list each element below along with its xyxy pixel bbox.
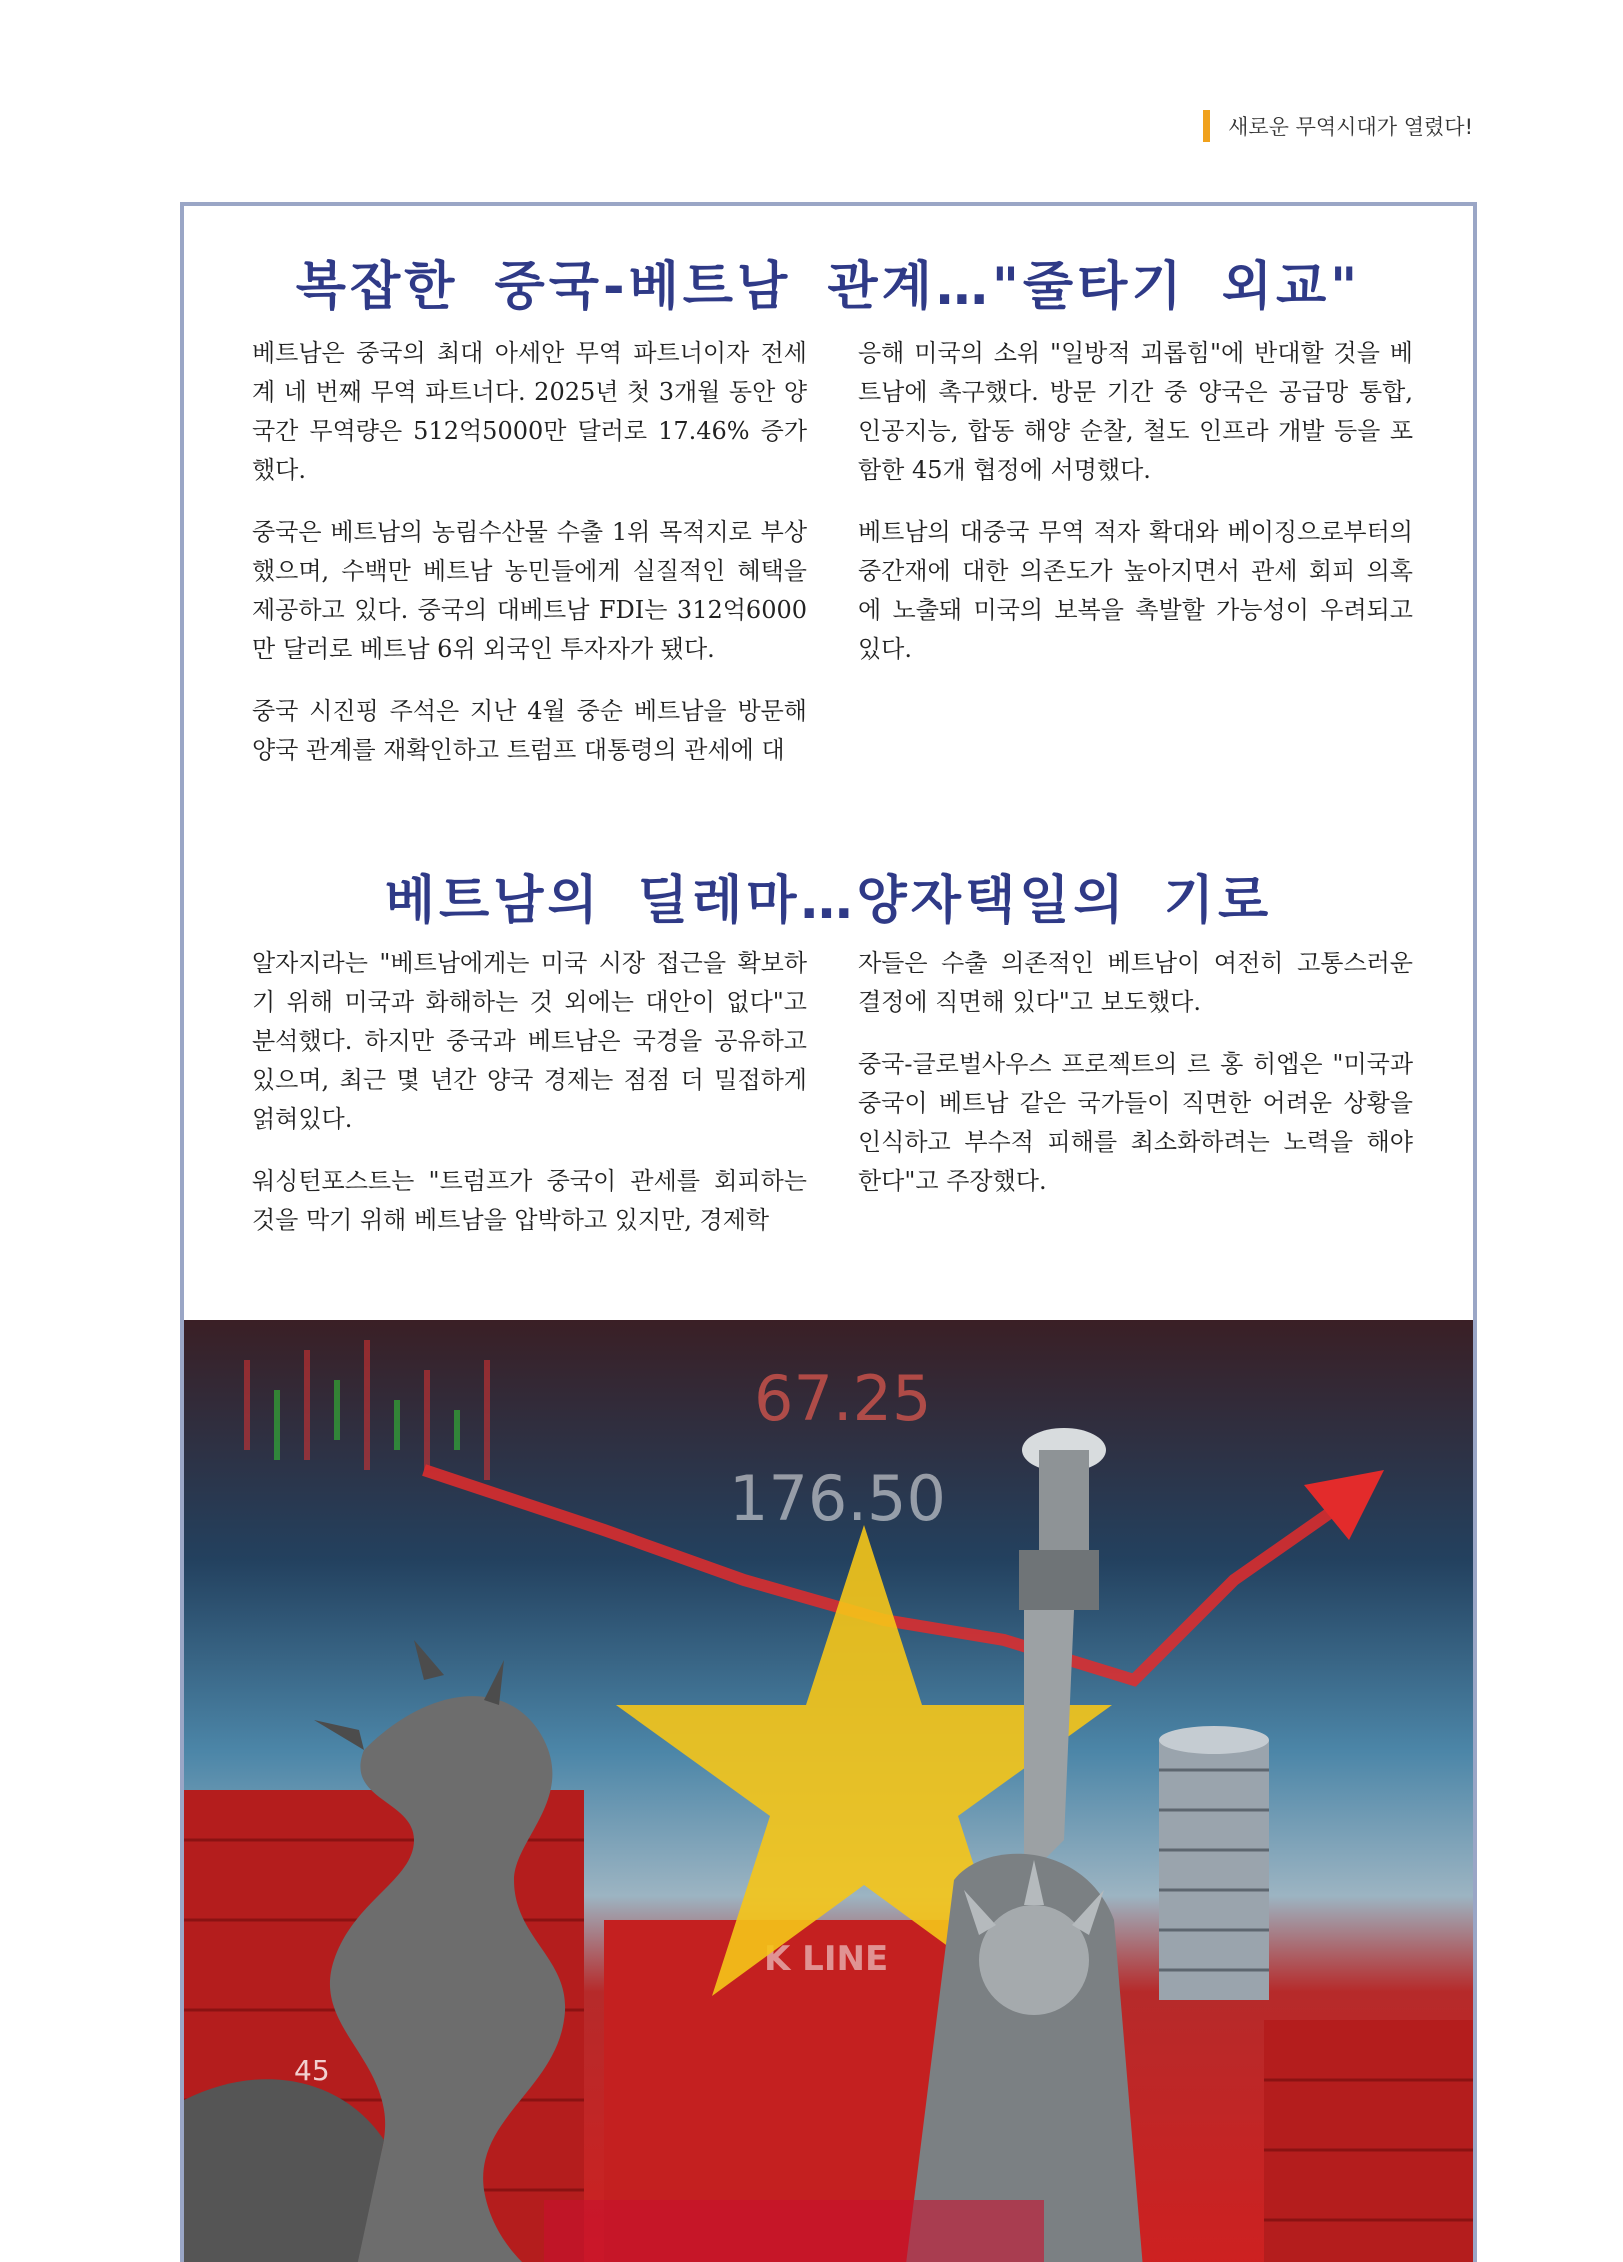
section1-right-column (858, 334, 1413, 692)
container-number: 45 (294, 2054, 330, 2087)
coin-stack-icon (1159, 1726, 1269, 2000)
section-header-tag (1203, 110, 1473, 142)
ticker-value-2: 176.50 (729, 1462, 946, 1535)
ticker-value-1: 67.25 (754, 1362, 932, 1435)
illustration-photo (184, 1320, 1473, 2262)
paragraph: 중국 시진핑 주석은 지난 4월 중순 베트남을 방문해 양국 관계를 재확인하고 트럼프 대통령의 관세에 대 (252, 697, 807, 764)
section2-title: 베트남의 딜레마…양자택일의 기로 (384, 871, 1273, 931)
photo-collage (184, 1320, 1473, 2262)
container-text: K LINE (764, 1939, 889, 1979)
paragraph: 자들은 수출 의존적인 베트남이 여전히 고통스러운 결정에 직면해 있다"고 보도했다. (858, 949, 1413, 1016)
section1-left-column (252, 334, 807, 793)
paragraph: 베트남은 중국의 최대 아세안 무역 파트너이자 전세계 네 번째 무역 파트너다. 2025년 첫 3개월 동안 양국간 무역량은 512억5000만 달러로 17.46% 증가했다. (252, 339, 807, 484)
containers-right (1264, 2020, 1473, 2262)
paragraph: 알자지라는 "베트남에게는 미국 시장 접근을 확보하기 위해 미국과 화해하는 것 외에는 대안이 없다"고 분석했다. 하지만 중국과 베트남은 국경을 공유하고 있으며, 최근 몇 년간 양국 경제는 점점 더 밀접하게 얽혀있다. (252, 949, 807, 1133)
section2-right-column (858, 944, 1413, 1224)
paragraph: 중국-글로벌사우스 프로젝트의 르 홍 히엡은 "미국과 중국이 베트남 같은 국가들이 직면한 어려운 상황을 인식하고 부수적 피해를 최소화하려는 노력을 해야 한다"고 주장했다. (858, 1050, 1413, 1195)
header-tag-text: 새로운 무역시대가 열렸다! (1228, 115, 1473, 139)
header-accent-bar (1203, 110, 1210, 142)
paragraph: 워싱턴포스트는 "트럼프가 중국이 관세를 회피하는 것을 막기 위해 베트남을 압박하고 있지만, 경제학 (252, 1167, 807, 1234)
paragraph: 베트남의 대중국 무역 적자 확대와 베이징으로부터의 중간재에 대한 의존도가 높아지면서 관세 회피 의혹에 노출돼 미국의 보복을 촉발할 가능성이 우려되고 있다. (858, 518, 1413, 663)
paragraph: 중국은 베트남의 농림수산물 수출 1위 목적지로 부상했으며, 수백만 베트남 농민들에게 실질적인 혜택을 제공하고 있다. 중국의 대베트남 FDI는 312억6000만 달러로 베트남 6위 외국인 투자자가 됐다. (252, 518, 807, 663)
section2-left-column (252, 944, 807, 1263)
article-frame (180, 202, 1477, 2262)
section1-title: 복잡한 중국-베트남 관계…"줄타기 외교" (295, 257, 1362, 317)
paragraph: 응해 미국의 소위 "일방적 괴롭힘"에 반대할 것을 베트남에 촉구했다. 방문 기간 중 양국은 공급망 통합, 인공지능, 합동 해양 순찰, 철도 인프라 개발 등을 포함한 45개 협정에 서명했다. (858, 339, 1413, 484)
flag-red-wash (544, 2200, 1044, 2262)
